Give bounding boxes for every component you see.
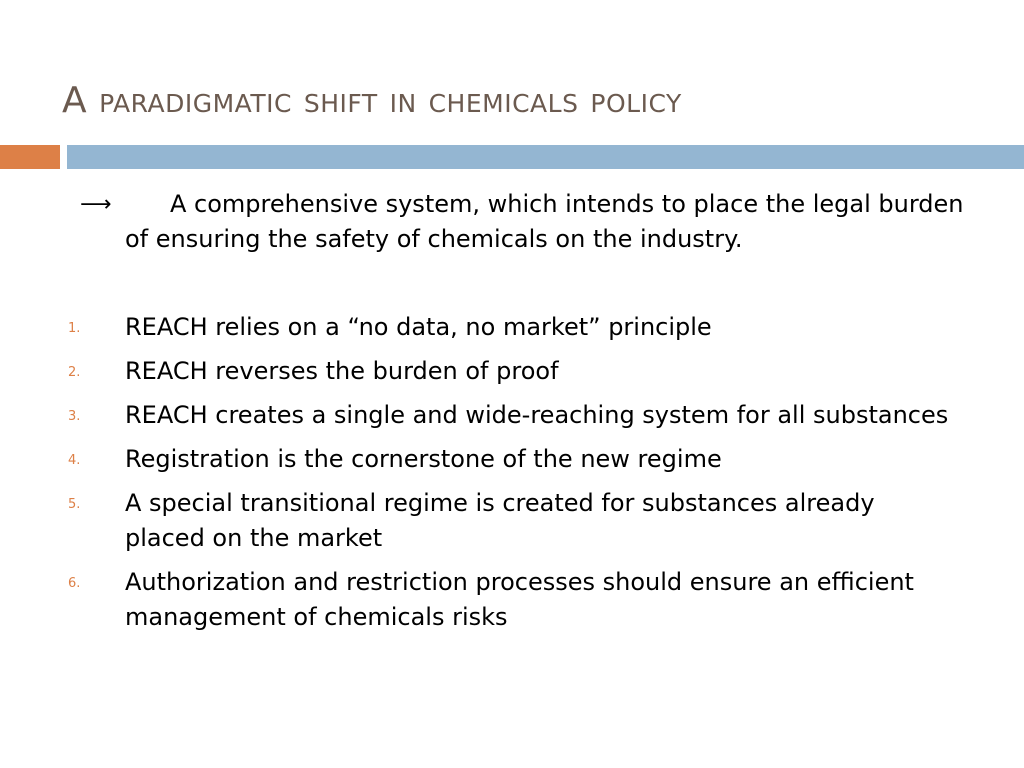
- list-item-text: Registration is the cornerstone of the new regime: [125, 445, 722, 473]
- list-item-text: Authorization and restriction processes should ensure an efficient management of chemicals risks: [125, 568, 914, 631]
- list-item-text: REACH creates a single and wide-reaching system for all substances: [125, 401, 949, 429]
- long-right-arrow-icon: ⟶: [80, 192, 112, 217]
- title-accent-bar: [0, 145, 60, 169]
- list-item-number: 1.: [68, 321, 81, 336]
- intro-paragraph: [80, 187, 990, 257]
- slide-title: A paradigmatic shift in chemicals policy: [62, 80, 682, 121]
- list-item-number: 5.: [68, 497, 81, 512]
- list-item-text: REACH relies on a “no data, no market” principle: [125, 313, 712, 341]
- list-item: [0, 486, 960, 556]
- list-item: [0, 398, 960, 433]
- list-item-number: 3.: [68, 409, 81, 424]
- title-divider-bar: [67, 145, 1024, 169]
- list-item-text: REACH reverses the burden of proof: [125, 357, 559, 385]
- list-item-text: A special transitional regime is created for substances already placed on the market: [125, 489, 875, 552]
- list-item-number: 2.: [68, 365, 81, 380]
- list-item: [0, 565, 960, 635]
- intro-text: A comprehensive system, which intends to place the legal burden of ensuring the safety of chemicals on the industry.: [125, 190, 964, 253]
- list-item: [0, 442, 960, 477]
- list-item: [0, 310, 960, 345]
- numbered-list: [0, 310, 960, 644]
- list-item: [0, 354, 960, 389]
- list-item-number: 4.: [68, 453, 81, 468]
- list-item-number: 6.: [68, 576, 81, 591]
